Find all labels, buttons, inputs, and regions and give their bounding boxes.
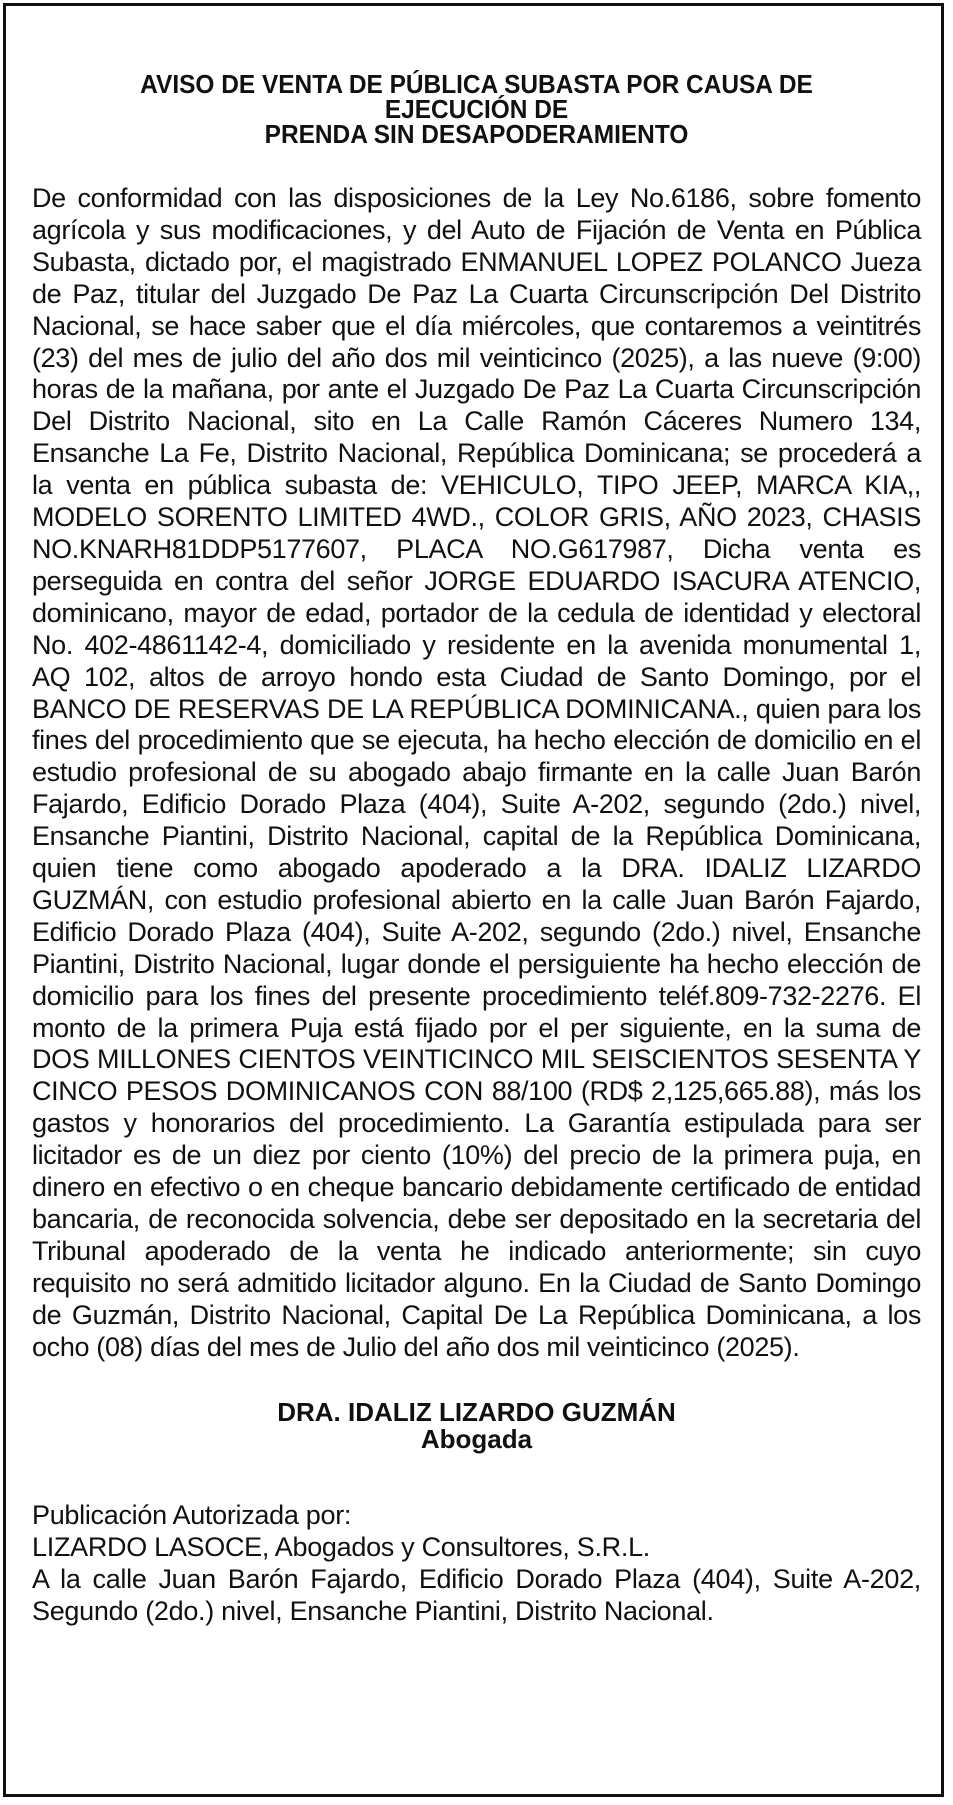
- notice-title: [59, 69, 895, 149]
- title-line-2: EJECUCIÓN DE: [384, 94, 569, 124]
- footer-line-1: Publicación Autorizada por:: [32, 1499, 352, 1530]
- signature-name: DRA. IDALIZ LIZARDO GUZMÁN: [277, 1396, 676, 1427]
- signature-role: Abogada: [420, 1423, 533, 1454]
- footer-line-3: A la calle Juan Barón Fajardo, Edificio Dorado Plaza (404), Suite A-202, Segundo (2do.) nivel, Ensanche Piantini, Distrito Nacional.: [32, 1563, 921, 1626]
- signature-block: [32, 1396, 921, 1454]
- notice-body: De conformidad con las disposiciones de la Ley No.6186, sobre fomento agrícola y sus modificaciones, y del Auto de Fijación de Venta en Pública Subasta, dictado por, el magistrado ENMANUEL LOPEZ POLANCO Jueza de Paz, titular del Juzgado De Paz La Cuarta Circunscripción Del Distrito Nacional, se hace saber que el día miércoles, que contaremos a veintitrés (23) del mes de julio del año dos mil veinticinco (2025), a las nueve (9:00) horas de la mañana, por ante el Juzgado De Paz La Cuarta Circunscripción Del Distrito Nacional, sito en La Calle Ramón Cáceres Numero 134, Ensanche La Fe, Distrito Nacional, República Dominicana; se procederá a la venta en pública subasta de: VEHICULO, TIPO JEEP, MARCA KIA,, MODELO SORENTO LIMITED 4WD., COLOR GRIS, AÑO 2023, CHASIS NO.KNARH81DDP5177607, PLACA NO.G617987, Dicha venta es perseguida en contra del señor JORGE EDUARDO ISACURA ATENCIO, dominicano, mayor de edad, portador de la cedula de identidad y electoral No. 402-4861142-4, domiciliado y residente en la avenida monumental 1, AQ 102, altos de arroyo hondo esta Ciudad de Santo Domingo, por el BANCO DE RESERVAS DE LA REPÚBLICA DOMINICANA., quien para los fines del procedimiento que se ejecuta, ha hecho elección de domicilio en el estudio profesional de su abogado abajo firmante en la calle Juan Barón Fajardo, Edificio Dorado Plaza (404), Suite A-202, segundo (2do.) nivel, Ensanche Piantini, Distrito Nacional, capital de la República Dominicana, quien tiene como abogado apoderado a la DRA. IDALIZ LIZARDO GUZMÁN, con estudio profesional abierto en la calle Juan Barón Fajardo, Edificio Dorado Plaza (404), Suite A-202, segundo (2do.) nivel, Ensanche Piantini, Distrito Nacional, lugar donde el persiguiente ha hecho elección de domicilio para los fines del presente procedimiento teléf.809-732-2276. El monto de la primera Puja está fijado por el per siguiente, en la suma de DOS MILLONES CIENTOS VEINTICINCO MIL SEISCIENTOS SESENTA Y CINCO PESOS DOMINICANOS CON 88/100 (RD$ 2,125,665.88), más los gastos y honorarios del procedimiento. La Garantía estipulada para ser licitador es de un diez por ciento (10%) del precio de la primera puja, en dinero en efectivo o en cheque bancario debidamente certificado de entidad bancaria, de reconocida solvencia, debe ser depositado en la secretaria del Tribunal apoderado de la venta he indicado anteriormente; sin cuyo requisito no será admitido licitador alguno. En la Ciudad de Santo Domingo de Guzmán, Distrito Nacional, Capital De La República Dominicana, a los ocho (08) días del mes de Julio del año dos mil veinticinco (2025).: [32, 183, 921, 1362]
- footer-line-2: LIZARDO LASOCE, Abogados y Consultores, S.R.L.: [32, 1531, 650, 1562]
- title-line-1: AVISO DE VENTA DE PÚBLICA SUBASTA POR CAUSA DE: [140, 69, 813, 99]
- publication-footer: [32, 1499, 921, 1627]
- title-line-3: PRENDA SIN DESAPODERAMIENTO: [264, 119, 689, 149]
- legal-notice: [32, 69, 921, 1627]
